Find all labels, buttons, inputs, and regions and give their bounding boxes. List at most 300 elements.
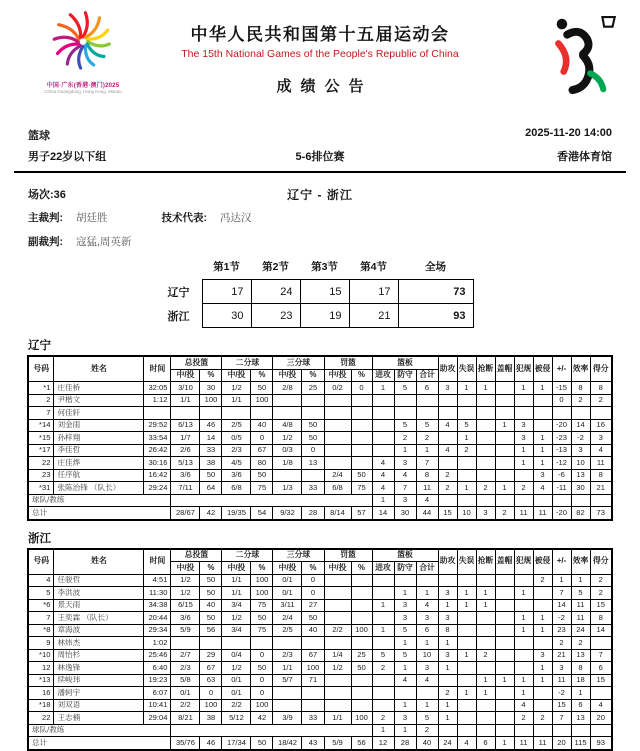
stat-cell: 5 <box>28 587 54 600</box>
total-stat-cell: 44 <box>416 507 438 520</box>
col-fg: 总投篮 <box>171 356 222 369</box>
player-row <box>28 587 612 600</box>
stat-cell <box>372 637 394 650</box>
stat-cell: 1/2 <box>273 432 302 445</box>
total-stat-cell: 3 <box>476 507 495 520</box>
total-stat-cell: 28 <box>302 507 324 520</box>
stat-cell: 3/4 <box>222 624 251 637</box>
player-row <box>28 712 612 725</box>
stat-cell <box>351 699 372 712</box>
stat-cell: 27 <box>302 599 324 612</box>
player-row <box>28 662 612 675</box>
stat-cell: 1 <box>372 599 394 612</box>
stat-cell: 6 <box>416 382 438 395</box>
stat-cell: 2/3 <box>222 444 251 457</box>
stat-cell: 6 <box>571 699 590 712</box>
stat-cell: 14 <box>571 419 590 432</box>
stat-cell: 1 <box>571 687 590 700</box>
stat-cell <box>273 637 302 650</box>
total-stat-cell: 12 <box>372 737 394 750</box>
player-row <box>28 457 612 470</box>
stat-cell: 5 <box>394 624 416 637</box>
stat-cell: 1 <box>394 444 416 457</box>
stat-cell <box>476 624 495 637</box>
stat-cell: 1/2 <box>222 612 251 625</box>
stat-cell: 40 <box>302 624 324 637</box>
stat-cell <box>372 612 394 625</box>
stat-cell: 15 <box>552 699 571 712</box>
stat-cell: 1 <box>514 587 533 600</box>
stat-cell: 0 <box>251 432 273 445</box>
stat-cell: 67 <box>251 444 273 457</box>
score-cell: 30 <box>202 304 251 328</box>
stat-cell: 1 <box>438 637 457 650</box>
stat-cell: 29:24 <box>144 482 171 495</box>
col-3pt: 三分球 <box>273 356 324 369</box>
stat-cell: 1 <box>476 674 495 687</box>
total-stat-cell: 11 <box>514 737 533 750</box>
stat-cell: 14 <box>200 432 222 445</box>
stat-cell: 3/11 <box>273 599 302 612</box>
player-name: 庄佳烨 <box>54 457 144 470</box>
national-games-logo <box>24 8 142 94</box>
totals-row <box>28 737 612 750</box>
stat-cell <box>533 599 552 612</box>
player-name: 续峻玮 <box>54 674 144 687</box>
stat-cell: 2 <box>571 637 590 650</box>
stat-cell <box>302 699 324 712</box>
spacer-cell <box>167 259 203 280</box>
stat-cell <box>372 674 394 687</box>
stat-cell: -12 <box>552 457 571 470</box>
stat-cell: 11 <box>571 599 590 612</box>
col-def-reb: 防守 <box>394 369 416 382</box>
stat-cell <box>171 637 200 650</box>
stat-cell: 21 <box>552 649 571 662</box>
stat-cell: 1/3 <box>273 482 302 495</box>
stat-cell <box>394 407 416 420</box>
stat-cell: 2/2 <box>222 699 251 712</box>
stat-cell: 29 <box>200 649 222 662</box>
team-coach-row <box>28 724 612 737</box>
stat-cell <box>590 494 612 507</box>
datetime-label: 2025-11-20 14:00 <box>525 127 612 139</box>
stat-cell <box>476 394 495 407</box>
stat-cell: 50 <box>351 469 372 482</box>
stat-cell: 42 <box>251 712 273 725</box>
stat-cell: -15 <box>552 382 571 395</box>
stat-cell: 50 <box>200 587 222 600</box>
stat-cell <box>476 457 495 470</box>
game-number: 场次:36 <box>28 189 66 201</box>
stat-cell: 1 <box>476 599 495 612</box>
stat-cell <box>495 599 514 612</box>
stats-header-row <box>28 549 612 562</box>
stat-cell: 2 <box>372 662 394 675</box>
stat-cell: 50 <box>200 574 222 587</box>
stat-cell: 1 <box>416 637 438 650</box>
stat-cell: 1/1 <box>222 587 251 600</box>
col-pct: % <box>302 369 324 382</box>
stat-cell: 1 <box>495 674 514 687</box>
stat-cell: 5 <box>416 712 438 725</box>
stat-cell: 2 <box>457 444 476 457</box>
stat-cell <box>351 444 372 457</box>
stat-cell <box>372 419 394 432</box>
stat-cell: 2 <box>571 394 590 407</box>
stat-cell <box>416 574 438 587</box>
stat-cell: 29:04 <box>144 712 171 725</box>
tech-rep-name: 冯达汉 <box>220 212 252 224</box>
stat-cell: 3/9 <box>273 712 302 725</box>
stat-cell <box>438 674 457 687</box>
col-pct: % <box>200 562 222 575</box>
stat-cell: 100 <box>351 712 372 725</box>
stat-cell <box>324 587 351 600</box>
stat-cell: 100 <box>302 662 324 675</box>
stat-cell: 2/5 <box>273 624 302 637</box>
col-number: 号码 <box>28 549 54 575</box>
officials-row-1 <box>28 210 612 225</box>
stat-cell: 1 <box>372 624 394 637</box>
total-score-cell: 93 <box>398 304 473 328</box>
stat-cell <box>476 469 495 482</box>
col-assists: 助攻 <box>438 549 457 575</box>
stat-cell <box>476 444 495 457</box>
total-stat-cell: 19/35 <box>222 507 251 520</box>
stat-cell: 1 <box>457 599 476 612</box>
stat-cell: 3 <box>571 444 590 457</box>
stat-cell: *1 <box>28 382 54 395</box>
stat-cell: 7 <box>552 712 571 725</box>
col-name: 姓名 <box>54 356 144 382</box>
stat-cell <box>533 419 552 432</box>
stat-cell: 33 <box>302 712 324 725</box>
stat-cell <box>324 699 351 712</box>
q3-header: 第3节 <box>311 261 338 273</box>
stat-cell: 1 <box>394 637 416 650</box>
stat-cell: 2 <box>416 432 438 445</box>
stat-cell: 80 <box>251 457 273 470</box>
officials-row-2 <box>28 234 612 249</box>
total-stat-cell: 54 <box>251 507 273 520</box>
stat-cell: 0/1 <box>171 687 200 700</box>
stat-cell <box>372 687 394 700</box>
stat-cell: 1 <box>416 444 438 457</box>
stat-cell <box>476 637 495 650</box>
stat-cell <box>495 687 514 700</box>
stat-cell: 1 <box>457 382 476 395</box>
stat-cell: 18 <box>571 674 590 687</box>
stat-cell <box>302 469 324 482</box>
totals-row <box>28 507 612 520</box>
stat-cell: 2/5 <box>222 419 251 432</box>
stat-cell: 75 <box>351 482 372 495</box>
sport-label: 篮球 <box>28 130 50 142</box>
bulletin-title: 成绩公告 <box>276 78 373 95</box>
stat-cell: 3 <box>416 662 438 675</box>
stat-cell <box>273 687 302 700</box>
stat-cell: 1 <box>533 612 552 625</box>
col-pct: % <box>251 369 273 382</box>
player-name: 章海波 <box>54 624 144 637</box>
stat-cell: 8 <box>438 624 457 637</box>
event-meta <box>28 127 612 164</box>
stat-cell: 3 <box>394 494 416 507</box>
stat-cell <box>351 599 372 612</box>
stat-cell: 1 <box>514 674 533 687</box>
bulletin-header <box>0 0 640 122</box>
stat-cell: 0 <box>302 444 324 457</box>
stat-cell: 4 <box>416 674 438 687</box>
stat-cell <box>533 724 552 737</box>
stat-cell: 4 <box>438 419 457 432</box>
stat-cell: 5 <box>372 649 394 662</box>
col-points: 得分 <box>590 356 612 382</box>
total-stat-cell: 20 <box>552 737 571 750</box>
stat-cell <box>514 637 533 650</box>
player-name: 潘轲宇 <box>54 687 144 700</box>
stat-cell <box>514 407 533 420</box>
stat-cell <box>590 637 612 650</box>
stat-cell: 1 <box>476 687 495 700</box>
total-stat-cell: 35/76 <box>171 737 200 750</box>
stat-cell: 8 <box>571 662 590 675</box>
total-stat-cell: 17/34 <box>222 737 251 750</box>
stat-cell: 11 <box>416 482 438 495</box>
stat-cell <box>372 432 394 445</box>
player-row <box>28 649 612 662</box>
team-coach-row <box>28 494 612 507</box>
stat-cell: 1 <box>552 574 571 587</box>
total-stat-cell: 10 <box>457 507 476 520</box>
stat-cell <box>457 457 476 470</box>
stat-cell: 3 <box>514 432 533 445</box>
merged-empty-cell <box>171 724 372 737</box>
stat-cell <box>351 674 372 687</box>
stat-cell: 1 <box>533 382 552 395</box>
stat-cell: 15 <box>590 674 612 687</box>
col-def-reb: 防守 <box>394 562 416 575</box>
stat-cell: 40 <box>200 599 222 612</box>
total-stat-cell: 9/32 <box>273 507 302 520</box>
col-plusminus: +/- <box>552 549 571 575</box>
player-name: 张陈治锋 （队长） <box>54 482 144 495</box>
stat-cell <box>495 712 514 725</box>
stat-cell <box>590 407 612 420</box>
stat-cell: 50 <box>302 419 324 432</box>
total-stat-cell: 40 <box>416 737 438 750</box>
stat-cell: 2/6 <box>171 444 200 457</box>
stat-cell: 1 <box>394 662 416 675</box>
stat-cell: -11 <box>552 482 571 495</box>
total-stat-cell: 43 <box>302 737 324 750</box>
col-pct: % <box>351 369 372 382</box>
stat-cell: 50 <box>251 382 273 395</box>
stat-cell: 26:42 <box>144 444 171 457</box>
stat-cell: 1 <box>476 587 495 600</box>
team-name: 辽宁 <box>167 286 190 299</box>
stat-cell: 100 <box>351 624 372 637</box>
stat-cell <box>514 469 533 482</box>
stat-cell: 12 <box>28 662 54 675</box>
player-name: 刘双语 <box>54 699 144 712</box>
col-2pt: 二分球 <box>222 549 273 562</box>
player-name: 林逸锋 <box>54 662 144 675</box>
stat-cell: 67 <box>302 649 324 662</box>
stat-cell: 4 <box>416 599 438 612</box>
stat-cell: 14 <box>552 599 571 612</box>
stat-cell: 2 <box>552 637 571 650</box>
stat-cell <box>457 724 476 737</box>
stat-cell <box>495 587 514 600</box>
stat-cell: 11 <box>590 457 612 470</box>
stat-cell: 8 <box>590 469 612 482</box>
stat-cell <box>552 724 571 737</box>
stat-cell: 1 <box>457 649 476 662</box>
player-name: 孙梓翔 <box>54 432 144 445</box>
meta-row-1 <box>28 127 612 143</box>
stat-cell: 24 <box>571 624 590 637</box>
referee-name: 胡廷胜 <box>76 212 108 224</box>
stat-cell <box>533 687 552 700</box>
stat-cell: 100 <box>251 574 273 587</box>
stat-cell: 38 <box>200 457 222 470</box>
stat-cell: 6 <box>416 624 438 637</box>
stat-cell: 1 <box>533 674 552 687</box>
player-row <box>28 574 612 587</box>
col-made-att: 中/投 <box>222 562 251 575</box>
stat-cell <box>302 687 324 700</box>
stat-cell <box>302 394 324 407</box>
stat-cell: 1 <box>457 482 476 495</box>
col-pct: % <box>351 562 372 575</box>
stat-cell <box>495 699 514 712</box>
stat-cell: 2 <box>514 482 533 495</box>
player-row <box>28 394 612 407</box>
stat-cell: 9 <box>28 637 54 650</box>
stat-cell <box>302 637 324 650</box>
stat-cell: 1 <box>495 482 514 495</box>
stat-cell: 7/11 <box>171 482 200 495</box>
total-stat-cell: 24 <box>438 737 457 750</box>
assistant-referee-names: 寇猛,周英新 <box>76 236 132 248</box>
stat-cell: 50 <box>200 612 222 625</box>
stat-cell: 2/2 <box>324 624 351 637</box>
total-score-cell: 73 <box>398 280 473 304</box>
q2-header: 第2节 <box>262 261 289 273</box>
stat-cell <box>552 407 571 420</box>
player-row <box>28 599 612 612</box>
stat-cell: 1 <box>394 587 416 600</box>
stats-header-row <box>28 356 612 369</box>
stat-cell <box>351 637 372 650</box>
stat-cell <box>533 637 552 650</box>
stat-cell: 7 <box>552 587 571 600</box>
player-row <box>28 419 612 432</box>
stat-cell <box>372 574 394 587</box>
stat-cell: 4 <box>590 444 612 457</box>
stat-cell <box>590 724 612 737</box>
stat-cell: 63 <box>200 674 222 687</box>
stat-cell: 50 <box>251 662 273 675</box>
stat-cell: 11 <box>552 674 571 687</box>
col-fouls: 犯规 <box>514 356 533 382</box>
col-name: 姓名 <box>54 549 144 575</box>
stat-cell: 16 <box>590 419 612 432</box>
stat-cell <box>571 494 590 507</box>
stat-cell: 2 <box>476 482 495 495</box>
player-name: 刘金雨 <box>54 419 144 432</box>
stat-cell: *13 <box>28 674 54 687</box>
stat-cell: 3 <box>394 599 416 612</box>
stat-cell: *14 <box>28 419 54 432</box>
col-made-att: 中/投 <box>171 562 200 575</box>
stat-cell: 50 <box>251 469 273 482</box>
stat-cell: 2 <box>372 712 394 725</box>
stat-cell: 4/8 <box>273 419 302 432</box>
stat-cell: 100 <box>200 699 222 712</box>
stat-cell <box>457 674 476 687</box>
stat-cell: 1 <box>416 587 438 600</box>
stat-cell: 46 <box>200 419 222 432</box>
stat-cell: 4 <box>416 494 438 507</box>
stat-cell <box>438 394 457 407</box>
player-row <box>28 687 612 700</box>
stat-cell: 5/9 <box>171 624 200 637</box>
stat-cell <box>552 494 571 507</box>
stat-cell: 3 <box>552 662 571 675</box>
stat-cell <box>495 382 514 395</box>
stat-cell: 100 <box>251 587 273 600</box>
stat-cell: 33 <box>200 444 222 457</box>
stat-cell: 2/2 <box>171 699 200 712</box>
stat-cell: 6/8 <box>324 482 351 495</box>
stat-cell <box>533 407 552 420</box>
stat-cell <box>495 494 514 507</box>
stat-cell: 25 <box>302 382 324 395</box>
stat-cell <box>372 444 394 457</box>
matchup-title: 辽宁 - 浙江 <box>287 188 353 202</box>
stat-cell: 4:51 <box>144 574 171 587</box>
stat-cell: 0/1 <box>222 674 251 687</box>
stat-cell: 19:23 <box>144 674 171 687</box>
stat-cell: 1 <box>372 382 394 395</box>
quarter-scores <box>167 259 474 328</box>
player-name: 王志楠 <box>54 712 144 725</box>
stat-cell: 20:44 <box>144 612 171 625</box>
col-pct: % <box>302 562 324 575</box>
stat-cell: 1 <box>416 699 438 712</box>
stat-cell <box>495 724 514 737</box>
stat-cell: 6/15 <box>171 599 200 612</box>
stat-cell: 67 <box>200 662 222 675</box>
stat-cell <box>416 407 438 420</box>
stat-cell: 20 <box>590 712 612 725</box>
stat-cell: 29:34 <box>144 624 171 637</box>
stat-cell: -13 <box>552 444 571 457</box>
stat-cell: 3 <box>394 612 416 625</box>
stat-cell: 5 <box>394 649 416 662</box>
stat-cell: 2 <box>416 724 438 737</box>
phase-label: 5-6排位赛 <box>295 151 345 163</box>
stat-cell: 1 <box>457 687 476 700</box>
player-row <box>28 674 612 687</box>
page-title: 中华人民共和国第十五届运动会 <box>190 25 450 44</box>
stat-cell: -2 <box>552 687 571 700</box>
stat-cell <box>438 457 457 470</box>
stat-cell <box>514 649 533 662</box>
